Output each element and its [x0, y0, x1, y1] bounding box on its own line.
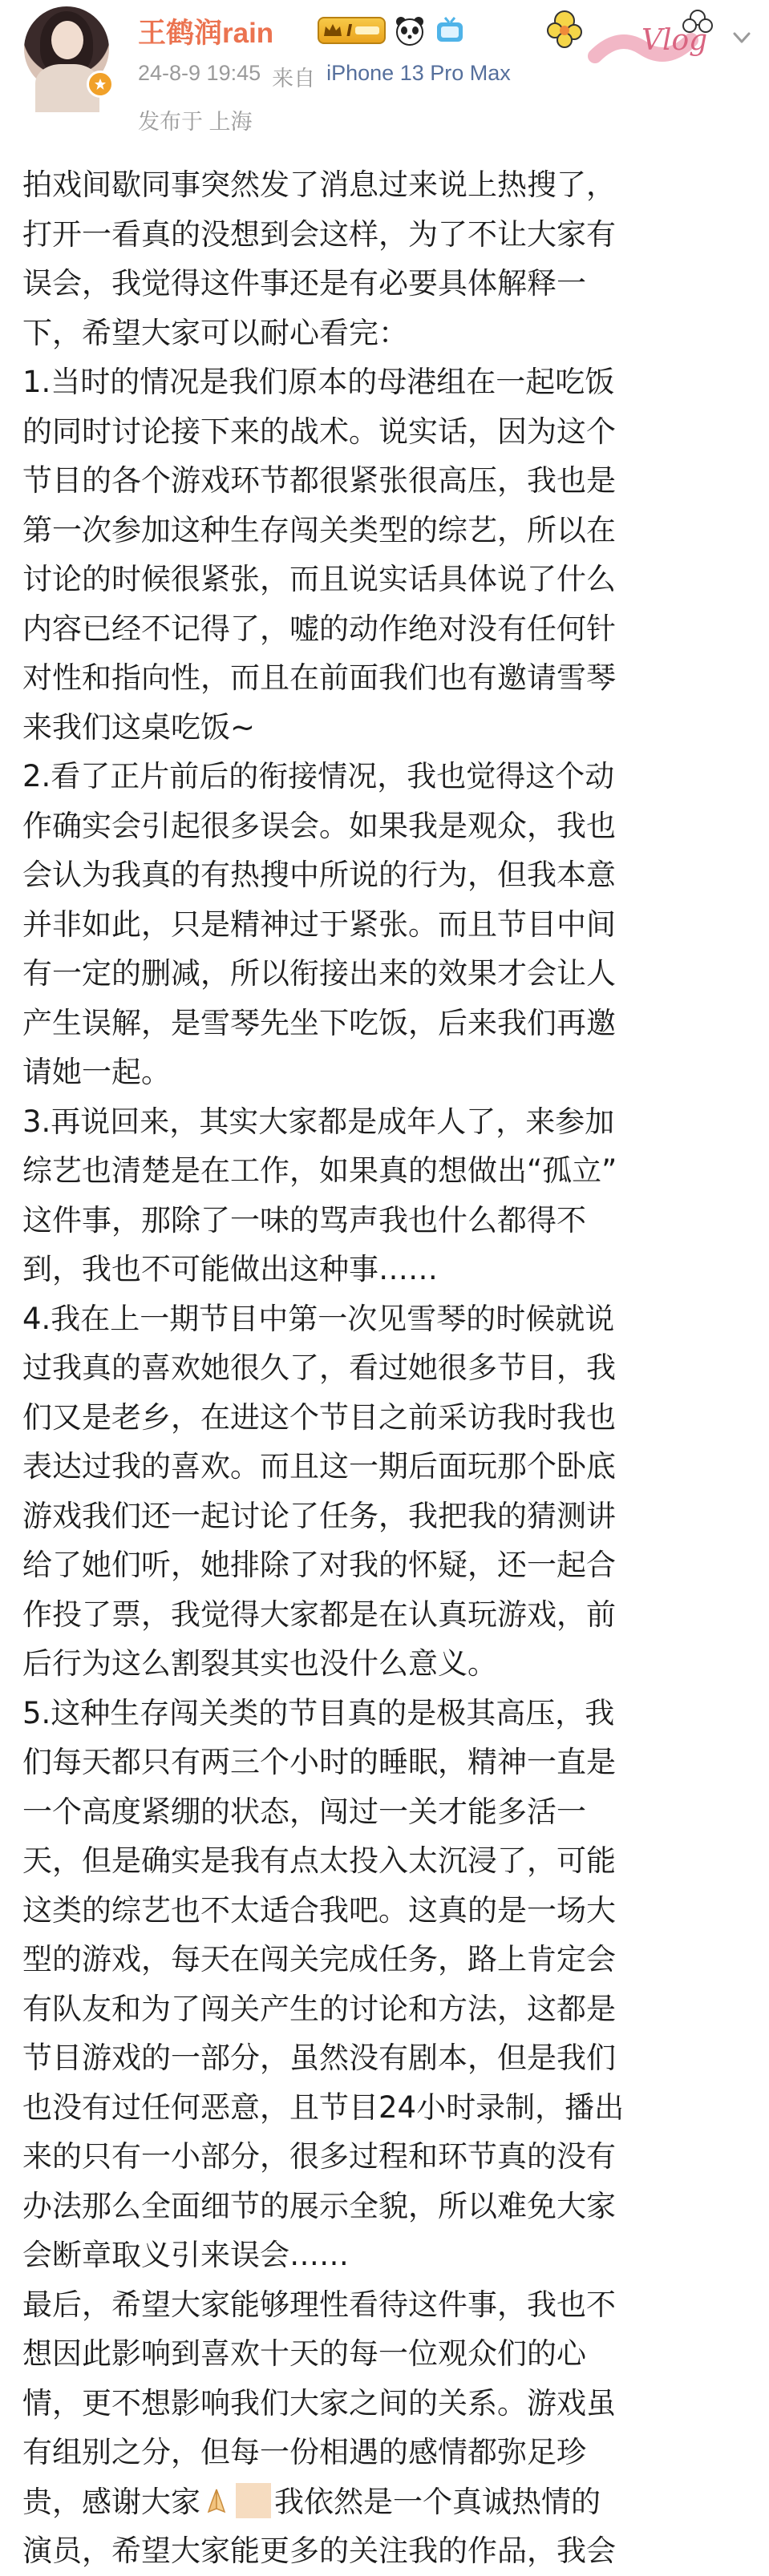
- post-text-line: 给了她们听，她排除了对我的怀疑，还一起合: [22, 1548, 616, 1582]
- level-label: I: [346, 21, 353, 40]
- crown-level-icon[interactable]: [318, 17, 386, 44]
- post-timestamp: 24-8-9 19:45: [138, 61, 261, 85]
- panda-icon: [394, 14, 426, 46]
- post-text-line: 这类的综艺也不太适合我吧。这真的是一场大: [22, 1892, 616, 1928]
- post-text-line: 想因此影响到喜欢十天的每一位观众们的心: [22, 2336, 586, 2371]
- device-link[interactable]: iPhone 13 Pro Max: [326, 61, 511, 85]
- post-text-line: 型的游戏，每天在闯关完成任务，路上肯定会: [22, 1942, 616, 1976]
- source-prefix: 来自: [272, 67, 316, 91]
- post-text-line: 到，我也不可能做出这种事……: [22, 1252, 438, 1286]
- post-text-line: 天，但是确实是我有点太投入太沉浸了，可能: [22, 1843, 616, 1878]
- post-text-line: 的同时讨论接下来的战术。说实话，因为这个: [22, 414, 616, 449]
- post-body: [22, 160, 748, 2576]
- post-text-line: 来的只有一小部分，很多过程和环节真的没有: [22, 2139, 616, 2174]
- post-text-line: 有组别之分，但每一份相遇的感情都弥足珍: [22, 2435, 586, 2469]
- post-text-line: 表达过我的喜欢。而且这一期后面玩那个卧底: [22, 1449, 616, 1484]
- post-text-lines: [22, 160, 748, 2477]
- post-text-line: 误会，我觉得这件事还是有必要具体解释一: [22, 266, 586, 301]
- post-text-line: 5.这种生存闯关类的节目真的是极其高压，我: [22, 1695, 615, 1730]
- post-text-line-last: 演员，希望大家能更多的关注我的作品，我会: [22, 2534, 616, 2568]
- post-text-line: 这件事，那除了一味的骂声我也什么都得不: [22, 1202, 586, 1238]
- post-text-line: 1.当时的情况是我们原本的母港组在一起吃饭: [22, 365, 615, 399]
- post-text-line: 综艺也清楚是在工作，如果真的想做出“孤立”: [22, 1153, 617, 1188]
- post-text-line: 会认为我真的有热搜中所说的行为，但我本意: [22, 858, 616, 892]
- vlog-text: Vlog: [642, 24, 708, 57]
- post-text-line: 会断章取义引来误会……: [22, 2238, 349, 2272]
- post-text-line: 拍戏间歇同事突然发了消息过来说上热搜了，: [22, 168, 616, 202]
- post-text-line-emoji: [22, 2477, 748, 2527]
- post-text-line: 作投了票，我觉得大家都是在认真玩游戏，前: [22, 1597, 616, 1632]
- post-text-line: 讨论的时候很紧张，而且说实话具体说了什么: [22, 562, 616, 596]
- post-text-line: 有一定的删减，所以衔接出来的效果才会让人: [22, 956, 616, 991]
- post-text-line: 对性和指向性，而且在前面我们也有邀请雪琴: [22, 660, 616, 695]
- post-text-line: 游戏我们还一起讨论了任务，我把我的猜测讲: [22, 1498, 616, 1533]
- post-text-line: 来我们这桌吃饭~: [22, 709, 256, 745]
- post-text-line: 4.我在上一期节目中第一次见雪琴的时候就说: [22, 1301, 615, 1336]
- post-text-line: 过我真的喜欢她很久了，看过她很多节目，我: [22, 1351, 616, 1385]
- emoji-line-before: 贵，感谢大家: [22, 2484, 200, 2519]
- post-text-line: 节目游戏的一部分，虽然没有剧本，但是我们: [22, 2041, 616, 2075]
- post-text-line: 节目的各个游戏环节都很紧张很高压，我也是: [22, 463, 616, 498]
- post-text-line: 产生误解，是雪琴先坐下吃饭，后来我们再邀: [22, 1005, 616, 1040]
- post-meta: [138, 61, 511, 92]
- post-text-line: 下，希望大家可以耐心看完：: [22, 315, 408, 350]
- post-text-line: 们又是老乡，在进这个节目之前采访我时我也: [22, 1399, 616, 1435]
- vlog-decoration: [547, 0, 715, 72]
- username[interactable]: 王鹤润rain: [138, 18, 274, 49]
- post-text-line: 也没有过任何恶意，且节目24小时录制，播出: [22, 2089, 625, 2125]
- post-text-line: 作确实会引起很多误会。如果我是观众，我也: [22, 808, 616, 843]
- post-text-line: 情，更不想影响我们大家之间的关系。游戏虽: [22, 2385, 616, 2421]
- post-text-line: 3.再说回来，其实大家都是成年人了，来参加: [22, 1104, 615, 1139]
- folded-hands-emoji: [200, 2485, 233, 2517]
- post-text-line: 内容已经不记得了，嘘的动作绝对没有任何针: [22, 611, 616, 646]
- vip-badge-icon: [87, 71, 114, 98]
- post-text-line: 第一次参加这种生存闯关类型的综艺，所以在: [22, 512, 616, 547]
- post-text-line: 并非如此，只是精神过于紧张。而且节目中间: [22, 906, 616, 942]
- post-header: [0, 0, 769, 144]
- post-text-line: 最后，希望大家能够理性看待这件事，我也不: [22, 2287, 616, 2322]
- user-badges: [318, 14, 466, 46]
- skin-tone-block: [236, 2483, 271, 2518]
- tv-icon: [434, 14, 466, 46]
- post-text-line: 后行为这么割裂其实也没什么意义。: [22, 1646, 497, 1681]
- post-text-line: 一个高度紧绷的状态，闯过一关才能多活一: [22, 1794, 586, 1829]
- post-text-line: 有队友和为了闯关产生的讨论和方法，这都是: [22, 1991, 616, 2026]
- chevron-down-icon[interactable]: [730, 26, 754, 50]
- post-text-line: 请她一起。: [22, 1055, 171, 1089]
- post-text-line: 办法那么全面细节的展示全貌，所以难免大家: [22, 2188, 616, 2223]
- post-location: 发布于 上海: [138, 110, 253, 134]
- emoji-line-after: 我依然是一个真诚热情的: [274, 2484, 601, 2519]
- post-text-line: 打开一看真的没想到会这样，为了不让大家有: [22, 216, 616, 252]
- post-text-line: 们每天都只有两三个小时的睡眠，精神一直是: [22, 1745, 616, 1779]
- post-text-line: 2.看了正片前后的衔接情况，我也觉得这个动: [22, 759, 615, 793]
